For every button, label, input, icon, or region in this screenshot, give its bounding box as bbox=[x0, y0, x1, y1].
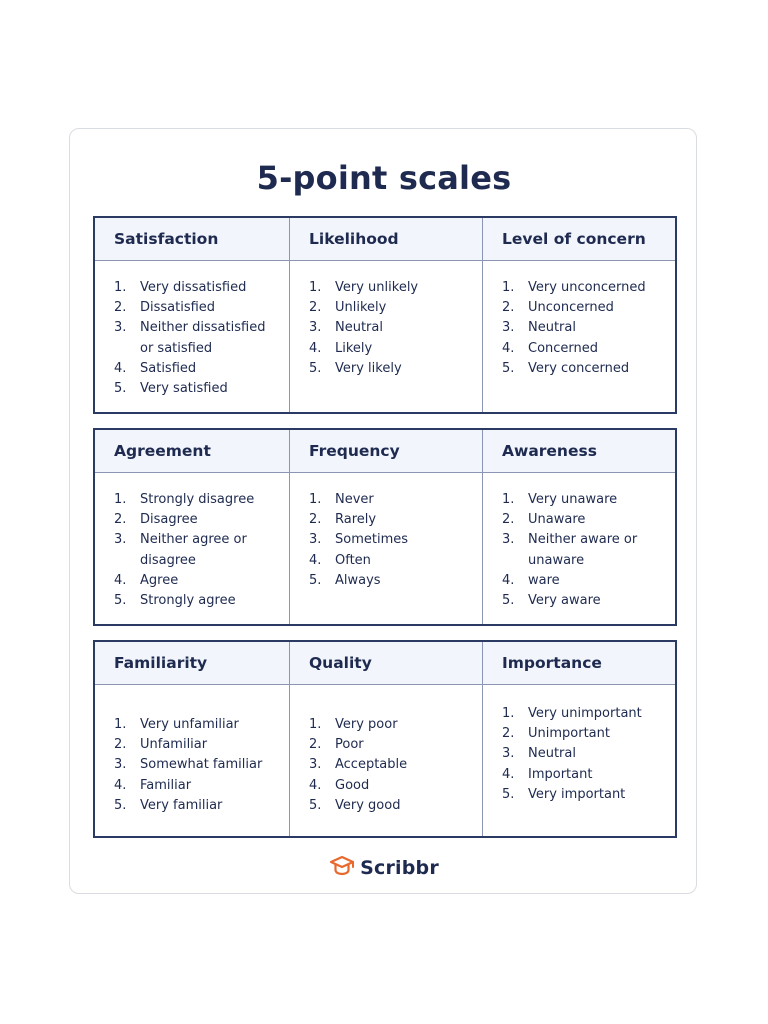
list-item bbox=[114, 298, 281, 318]
list-item bbox=[309, 318, 474, 338]
list-item bbox=[309, 715, 474, 735]
scale-list bbox=[289, 685, 483, 836]
column-header: Importance bbox=[483, 642, 675, 685]
list-item-text: Very unlikely bbox=[335, 280, 419, 295]
list-number: 2. bbox=[114, 737, 127, 753]
numbered-list bbox=[309, 278, 474, 379]
list-item-text: Very satisfied bbox=[140, 381, 228, 397]
scale-list bbox=[95, 261, 289, 412]
list-item bbox=[309, 551, 474, 571]
list-item bbox=[502, 510, 667, 530]
list-number: 4. bbox=[502, 766, 515, 782]
list-item bbox=[114, 591, 281, 611]
list-number: 3. bbox=[309, 532, 322, 548]
list-number: 2. bbox=[309, 300, 322, 316]
list-item bbox=[309, 490, 474, 510]
list-item-text: Agree bbox=[140, 572, 179, 588]
page-title: 5-point scales bbox=[256, 159, 512, 197]
list-number: 1. bbox=[114, 280, 127, 295]
list-number: 2. bbox=[114, 300, 127, 316]
list-item-text: Unlikely bbox=[335, 300, 387, 316]
list-item-text: Very concerned bbox=[528, 360, 630, 376]
list-item-text: Very unimportant bbox=[528, 706, 642, 721]
numbered-list bbox=[114, 490, 281, 611]
list-item bbox=[114, 318, 281, 358]
list-number: 5. bbox=[114, 797, 127, 813]
list-item bbox=[114, 715, 281, 735]
list-item-text: Neither dissatisfied or satisfied bbox=[140, 320, 266, 356]
list-number: 2. bbox=[502, 726, 515, 742]
list-number: 1. bbox=[114, 717, 127, 732]
list-item-text: Satisfied bbox=[140, 360, 197, 376]
list-item-text: Neither aware or unaware bbox=[528, 532, 638, 568]
list-number: 5. bbox=[114, 593, 127, 609]
list-item-text: Poor bbox=[335, 737, 364, 753]
list-item-text: Very likely bbox=[335, 360, 402, 376]
list-number: 3. bbox=[502, 746, 515, 762]
list-number: 2. bbox=[502, 512, 515, 528]
list-item bbox=[114, 490, 281, 510]
column-header: Agreement bbox=[95, 430, 289, 473]
list-item-text: Good bbox=[335, 777, 370, 793]
list-number: 5. bbox=[309, 797, 322, 813]
column-header: Familiarity bbox=[95, 642, 289, 685]
list-number: 1. bbox=[502, 280, 515, 295]
list-item bbox=[309, 735, 474, 755]
list-item bbox=[502, 490, 667, 510]
list-item-text: Important bbox=[528, 766, 593, 782]
list-item bbox=[502, 704, 667, 724]
list-number: 2. bbox=[309, 737, 322, 753]
list-number: 2. bbox=[502, 300, 515, 316]
numbered-list bbox=[114, 715, 281, 816]
list-item bbox=[114, 530, 281, 570]
list-item bbox=[309, 339, 474, 359]
list-item-text: Very unfamiliar bbox=[140, 717, 239, 732]
list-item-text: Very aware bbox=[528, 593, 601, 609]
scale-list bbox=[95, 473, 289, 624]
scales-table-3 bbox=[93, 640, 677, 838]
list-number: 2. bbox=[309, 512, 322, 528]
list-item bbox=[114, 379, 281, 399]
column-header: Level of concern bbox=[483, 218, 675, 261]
list-item-text: Unfamiliar bbox=[140, 737, 208, 753]
list-item bbox=[502, 785, 667, 805]
scale-list bbox=[95, 685, 289, 836]
list-item bbox=[309, 510, 474, 530]
list-item-text: Rarely bbox=[335, 512, 377, 528]
list-number: 4. bbox=[502, 340, 515, 356]
list-number: 1. bbox=[309, 717, 322, 732]
scale-list bbox=[289, 473, 483, 624]
list-item-text: Unimportant bbox=[528, 726, 610, 742]
list-item bbox=[502, 318, 667, 338]
scale-list bbox=[289, 261, 483, 412]
list-item-text: Very unaware bbox=[528, 492, 618, 507]
list-item-text: ware bbox=[528, 572, 560, 588]
list-item-text: Somewhat familiar bbox=[140, 757, 263, 773]
list-item-text: Sometimes bbox=[335, 532, 409, 548]
numbered-list bbox=[309, 490, 474, 591]
list-item-text: Neutral bbox=[528, 320, 576, 336]
numbered-list bbox=[502, 490, 667, 611]
list-item-text: Always bbox=[335, 572, 381, 588]
list-item-text: Strongly disagree bbox=[140, 492, 255, 507]
list-number: 5. bbox=[114, 381, 127, 397]
list-item bbox=[502, 724, 667, 744]
list-number: 5. bbox=[502, 360, 515, 376]
list-item bbox=[114, 510, 281, 530]
list-item bbox=[114, 735, 281, 755]
list-item-text: Familiar bbox=[140, 777, 192, 793]
list-item bbox=[502, 298, 667, 318]
list-item bbox=[309, 571, 474, 591]
list-item bbox=[309, 298, 474, 318]
list-number: 4. bbox=[309, 340, 322, 356]
list-number: 4. bbox=[309, 552, 322, 568]
list-item bbox=[114, 755, 281, 775]
list-number: 3. bbox=[309, 757, 322, 773]
list-number: 3. bbox=[502, 532, 515, 548]
list-item-text: Neutral bbox=[528, 746, 576, 762]
scales-table-2 bbox=[93, 428, 677, 626]
list-item-text: Strongly agree bbox=[140, 593, 236, 609]
list-item-text: Very good bbox=[335, 797, 401, 813]
list-number: 5. bbox=[309, 360, 322, 376]
list-number: 4. bbox=[114, 572, 127, 588]
column-header: Likelihood bbox=[289, 218, 483, 261]
list-number: 4. bbox=[502, 572, 515, 588]
list-item-text: Disagree bbox=[140, 512, 198, 528]
graduation-cap-icon bbox=[329, 855, 355, 881]
list-item bbox=[114, 571, 281, 591]
list-number: 3. bbox=[114, 757, 127, 773]
list-number: 3. bbox=[502, 320, 515, 336]
list-item bbox=[502, 591, 667, 611]
numbered-list bbox=[502, 278, 667, 379]
list-number: 1. bbox=[309, 492, 322, 507]
list-item-text: Often bbox=[335, 552, 371, 568]
list-item bbox=[114, 278, 281, 298]
list-item bbox=[114, 776, 281, 796]
list-item-text: Neither agree or disagree bbox=[140, 532, 247, 568]
list-number: 5. bbox=[309, 572, 322, 588]
scribbr-logo bbox=[0, 855, 768, 881]
column-header: Satisfaction bbox=[95, 218, 289, 261]
list-number: 4. bbox=[114, 777, 127, 793]
list-number: 3. bbox=[309, 320, 322, 336]
list-item-text: Unconcerned bbox=[528, 300, 614, 316]
list-item-text: Concerned bbox=[528, 340, 599, 356]
list-item bbox=[309, 278, 474, 298]
list-number: 5. bbox=[502, 786, 515, 802]
numbered-list bbox=[502, 704, 667, 805]
list-number: 1. bbox=[502, 492, 515, 507]
list-item-text: Acceptable bbox=[335, 757, 408, 773]
column-header: Quality bbox=[289, 642, 483, 685]
list-item bbox=[309, 755, 474, 775]
list-item-text: Very dissatisfied bbox=[140, 280, 247, 295]
list-item-text: Never bbox=[335, 492, 374, 507]
list-item bbox=[502, 339, 667, 359]
scale-list bbox=[483, 685, 675, 836]
list-item bbox=[309, 776, 474, 796]
list-item bbox=[502, 765, 667, 785]
logo-text: Scribbr bbox=[360, 857, 439, 879]
list-item bbox=[502, 278, 667, 298]
list-item bbox=[502, 571, 667, 591]
list-number: 1. bbox=[309, 280, 322, 295]
list-item-text: Dissatisfied bbox=[140, 300, 216, 316]
scales-table-1 bbox=[93, 216, 677, 414]
list-item bbox=[309, 796, 474, 816]
list-item bbox=[114, 359, 281, 379]
numbered-list bbox=[309, 715, 474, 816]
list-number: 4. bbox=[114, 360, 127, 376]
list-number: 3. bbox=[114, 532, 127, 548]
list-item-text: Very familiar bbox=[140, 797, 223, 813]
list-item-text: Very poor bbox=[335, 717, 398, 732]
list-number: 2. bbox=[114, 512, 127, 528]
list-item-text: Very important bbox=[528, 786, 626, 802]
list-number: 1. bbox=[114, 492, 127, 507]
list-number: 3. bbox=[114, 320, 127, 336]
list-number: 5. bbox=[502, 593, 515, 609]
column-header: Frequency bbox=[289, 430, 483, 473]
list-item bbox=[309, 530, 474, 550]
scale-list bbox=[483, 473, 675, 624]
list-item-text: Likely bbox=[335, 340, 373, 356]
list-item bbox=[502, 744, 667, 764]
list-item bbox=[114, 796, 281, 816]
list-number: 1. bbox=[502, 706, 515, 721]
column-header: Awareness bbox=[483, 430, 675, 473]
list-number: 4. bbox=[309, 777, 322, 793]
scale-list bbox=[483, 261, 675, 412]
numbered-list bbox=[114, 278, 281, 399]
list-item bbox=[502, 359, 667, 379]
list-item bbox=[309, 359, 474, 379]
list-item-text: Unaware bbox=[528, 512, 586, 528]
list-item bbox=[502, 530, 667, 570]
list-item-text: Neutral bbox=[335, 320, 383, 336]
list-item-text: Very unconcerned bbox=[528, 280, 646, 295]
